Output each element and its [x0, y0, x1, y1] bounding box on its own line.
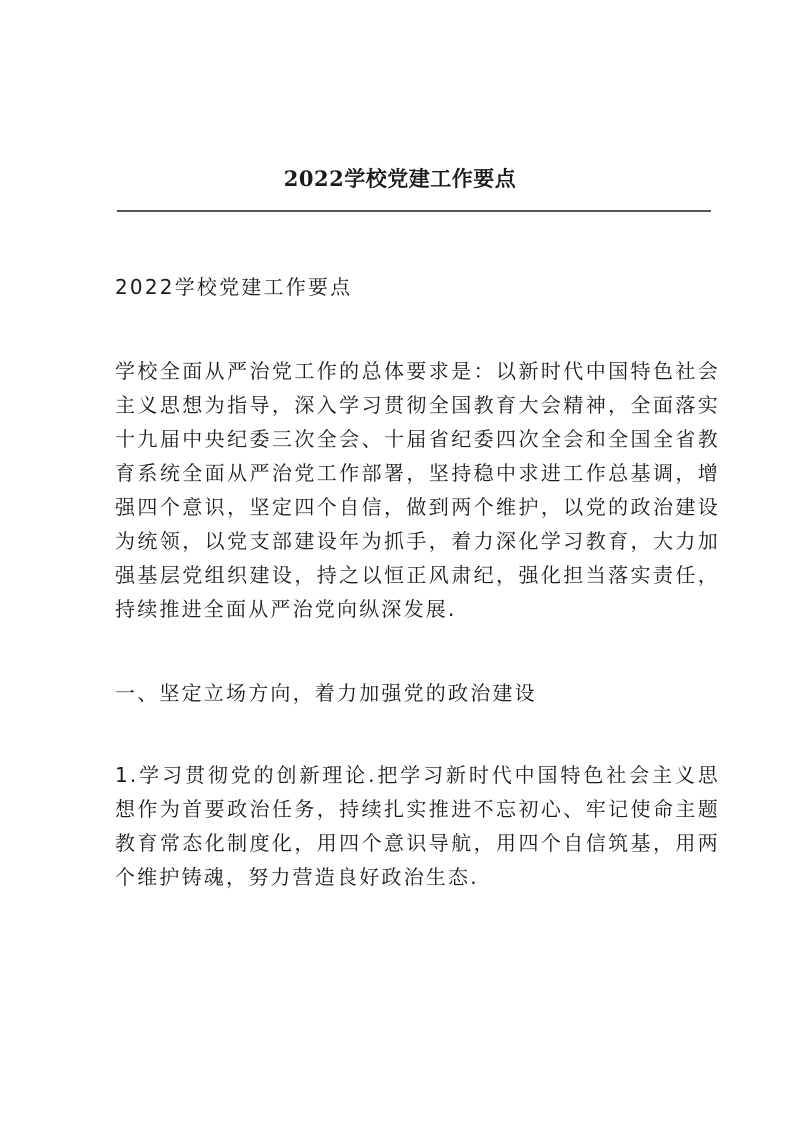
intro-paragraph: 学校全面从严治党工作的总体要求是：以新时代中国特色社会主义思想为指导，深入学习贯彻全国教育大会精神，全面落实十九届中央纪委三次全会、十届省纪委四次全会和全国全省教育系统全面从严治党工作部署，坚持稳中求进工作总基调，增强四个意识，坚定四个自信，做到两个维护，以党的政治建设为统领，以党支部建设年为抓手，着力深化学习教育，大力加强基层党组织建设，持之以恒正风肃纪，强化担当落实责任，持续推进全面从严治党向纵深发展. — [115, 359, 720, 621]
document-body — [115, 270, 720, 894]
title-underline-rule — [117, 210, 711, 212]
document-title: 2022学校党建工作要点 — [283, 166, 517, 191]
item-paragraph: 1.学习贯彻党的创新理论.把学习新时代中国特色社会主义思想作为首要政治任务，持续扎实推进不忘初心、牢记使命主题教育常态化制度化，用四个意识导航，用四个自信筑基，用两个维护铸魂，努力营造良好政治生态. — [115, 763, 720, 889]
document-subtitle: 2022学校党建工作要点 — [115, 275, 353, 299]
section-heading: 一、坚定立场方向，着力加强党的政治建设 — [115, 681, 537, 705]
